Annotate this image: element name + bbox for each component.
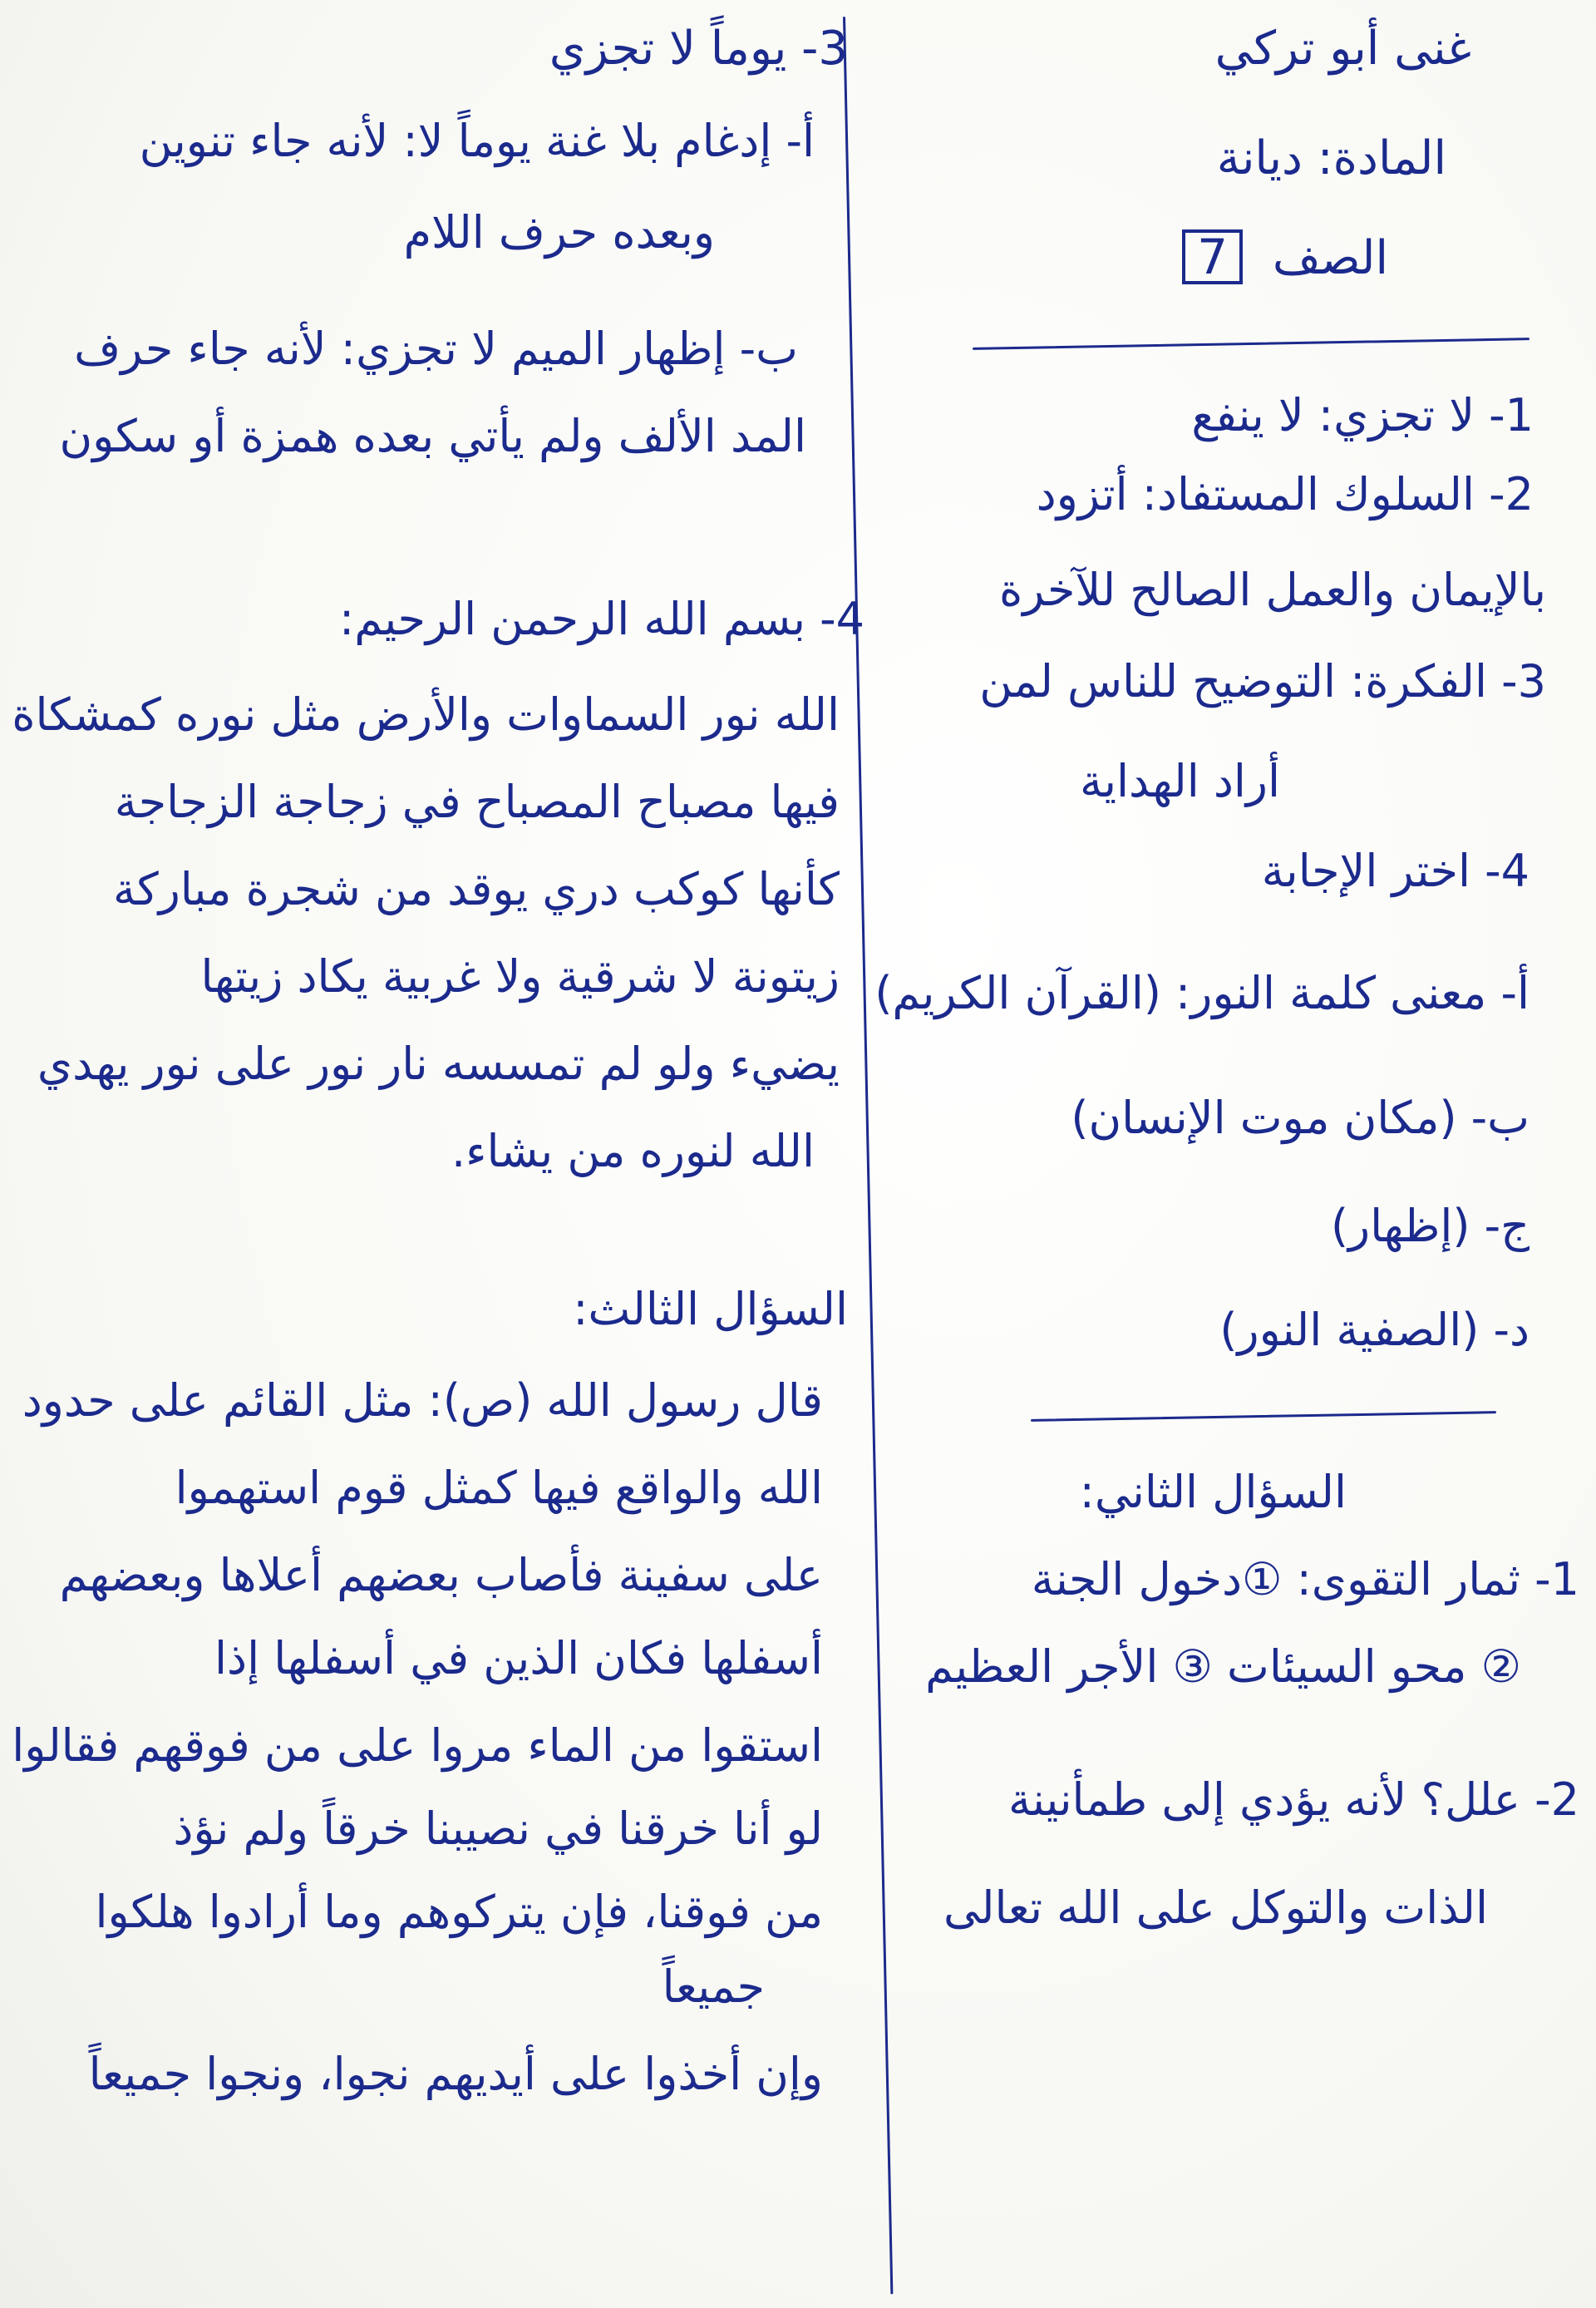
left-line-12: الله لنوره من يشاء.: [451, 1125, 815, 1177]
right-line-10: د- (الصفية النور): [1219, 1304, 1530, 1356]
left-line-5: المد الألف ولم يأتي بعده همزة أو سكون: [59, 410, 806, 462]
left-line-18: استقوا من الماء مروا على من فوقهم فقالوا: [12, 1719, 823, 1772]
right-line-5: أراد الهداية: [1080, 755, 1280, 807]
left-line-14: قال رسول الله (ص): مثل القائم على حدود: [22, 1374, 823, 1427]
left-line-13: السؤال الثالث:: [573, 1283, 848, 1335]
subject-line: المادة: ديانة: [1216, 131, 1446, 185]
right-line-15: الذات والتوكل على الله تعالى: [943, 1881, 1488, 1934]
right-line-14: 2- علل؟ لأنه يؤدي إلى طمأنينة: [1007, 1773, 1579, 1826]
left-line-19: لو أنا خرقنا في نصيبنا خرقاً ولم نؤذ: [173, 1803, 823, 1855]
right-line-12: 1- ثمار التقوى: ①دخول الجنة: [1031, 1553, 1579, 1605]
right-line-1: 1- لا تجزي: لا ينفع: [1191, 389, 1534, 441]
right-line-4: 3- الفكرة: التوضيح للناس لمن: [979, 655, 1546, 708]
right-line-6: 4- اختر الإجابة: [1261, 845, 1530, 897]
right-line-13: ② محو السيئات ③ الأجر العظيم: [925, 1640, 1521, 1693]
left-line-21: جميعاً: [662, 1960, 765, 2013]
left-line-4: ب- إظهار الميم لا تجزي: لأنه جاء حرف: [74, 323, 798, 375]
column-divider: [843, 17, 893, 2294]
left-line-2: أ- إدغام بلا غنة يوماً لا: لأنه جاء تنوين: [139, 115, 815, 167]
right-line-11: السؤال الثاني:: [1079, 1466, 1347, 1518]
grade-line: [1182, 229, 1388, 284]
left-line-10: زيتونة لا شرقية ولا غربية يكاد زيتها: [200, 950, 840, 1003]
left-line-11: يضيء ولو لم تمسسه نار نور على نور يهدي: [37, 1038, 840, 1090]
right-line-8: ب- (مكان موت الإنسان): [1071, 1092, 1530, 1144]
left-line-20: من فوقنا، فإن يتركوهم وما أرادوا هلكوا: [95, 1886, 823, 1938]
right-line-2: 2- السلوك المستفاد: أتزود: [1036, 468, 1534, 520]
header-divider: [973, 338, 1530, 350]
right-line-7: أ- معنى كلمة النور: (القرآن الكريم): [874, 967, 1530, 1019]
right-line-3: بالإيمان والعمل الصالح للآخرة: [998, 564, 1546, 616]
left-line-15: الله والواقع فيها كمثل قوم استهموا: [175, 1462, 823, 1514]
left-line-9: كأنها كوكب دري يوقد من شجرة مباركة: [113, 863, 840, 915]
left-line-3: وبعده حرف اللام: [403, 206, 715, 259]
left-line-6: 4- بسم الله الرحمن الرحيم:: [339, 593, 864, 645]
grade-label: الصف: [1272, 231, 1388, 285]
section-divider: [1031, 1411, 1496, 1422]
left-line-8: فيها مصباح المصباح في زجاجة الزجاجة: [114, 776, 840, 828]
left-line-17: أسفلها فكان الذين في أسفلها إذا: [214, 1632, 823, 1684]
grade-box: 7: [1182, 229, 1243, 284]
student-name: غنى أبو تركي: [1214, 22, 1471, 76]
left-line-1: 3- يوماً لا تجزي: [549, 22, 848, 76]
left-line-16: على سفينة فأصاب بعضهم أعلاها وبعضهم: [59, 1549, 823, 1601]
right-line-9: ج- (إظهار): [1330, 1200, 1530, 1252]
left-line-7: الله نور السماوات والأرض مثل نوره كمشكاة: [12, 688, 840, 741]
left-line-22: وإن أخذوا على أيديهم نجوا، ونجوا جميعاً: [88, 2048, 823, 2100]
